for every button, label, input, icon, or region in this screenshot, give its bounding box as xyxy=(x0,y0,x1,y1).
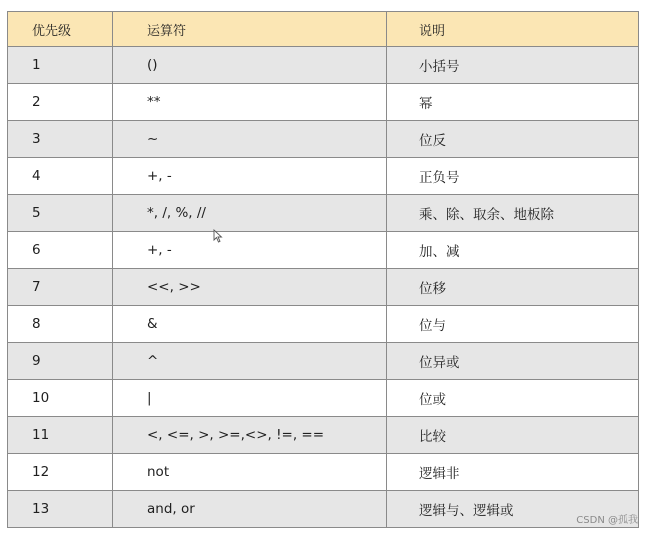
table-row xyxy=(8,380,639,417)
mouse-pointer-icon xyxy=(213,229,223,243)
cell-priority: 5 xyxy=(8,195,113,232)
table-row xyxy=(8,306,639,343)
cell-priority: 11 xyxy=(8,417,113,454)
cell-priority: 6 xyxy=(8,232,113,269)
cell-operator: and, or xyxy=(113,491,387,528)
cell-priority: 1 xyxy=(8,47,113,84)
table-body xyxy=(8,47,639,528)
cell-description: 幂 xyxy=(387,84,639,121)
cell-description: 乘、除、取余、地板除 xyxy=(387,195,639,232)
table-row xyxy=(8,491,639,528)
cell-description: 位或 xyxy=(387,380,639,417)
cell-priority: 8 xyxy=(8,306,113,343)
watermark-text: CSDN @孤我 xyxy=(576,515,638,526)
table-row xyxy=(8,454,639,491)
cell-description: 逻辑与、逻辑或 xyxy=(387,491,639,528)
cell-operator: <, <=, >, >=,<>, !=, == xyxy=(113,417,387,454)
cell-description: 位移 xyxy=(387,269,639,306)
cell-description: 逻辑非 xyxy=(387,454,639,491)
cell-operator: () xyxy=(113,47,387,84)
cell-operator: +, - xyxy=(113,232,387,269)
cell-operator: & xyxy=(113,306,387,343)
cell-priority: 10 xyxy=(8,380,113,417)
table-row xyxy=(8,47,639,84)
table-row xyxy=(8,195,639,232)
cell-description: 位与 xyxy=(387,306,639,343)
operator-precedence-table xyxy=(7,11,639,528)
cell-operator: *, /, %, // xyxy=(113,195,387,232)
operator-precedence-table-container xyxy=(7,11,638,530)
cell-priority: 2 xyxy=(8,84,113,121)
cell-operator: <<, >> xyxy=(113,269,387,306)
cell-operator: | xyxy=(113,380,387,417)
cell-operator: ~ xyxy=(113,121,387,158)
cell-priority: 12 xyxy=(8,454,113,491)
table-row xyxy=(8,269,639,306)
cell-operator: +, - xyxy=(113,158,387,195)
table-row xyxy=(8,158,639,195)
table-row xyxy=(8,121,639,158)
cell-operator: ^ xyxy=(113,343,387,380)
cell-description: 正负号 xyxy=(387,158,639,195)
cell-operator: not xyxy=(113,454,387,491)
header-operator: 运算符 xyxy=(113,12,387,47)
cell-description: 比较 xyxy=(387,417,639,454)
cell-priority: 4 xyxy=(8,158,113,195)
cell-priority: 9 xyxy=(8,343,113,380)
cell-description: 加、减 xyxy=(387,232,639,269)
header-description: 说明 xyxy=(387,12,639,47)
cell-operator: ** xyxy=(113,84,387,121)
table-row xyxy=(8,232,639,269)
cell-priority: 7 xyxy=(8,269,113,306)
table-header-row xyxy=(8,12,639,47)
table-row xyxy=(8,343,639,380)
cell-description: 小括号 xyxy=(387,47,639,84)
cell-priority: 3 xyxy=(8,121,113,158)
table-row xyxy=(8,417,639,454)
cell-description: 位异或 xyxy=(387,343,639,380)
cell-priority: 13 xyxy=(8,491,113,528)
table-row xyxy=(8,84,639,121)
header-priority: 优先级 xyxy=(8,12,113,47)
cell-description: 位反 xyxy=(387,121,639,158)
